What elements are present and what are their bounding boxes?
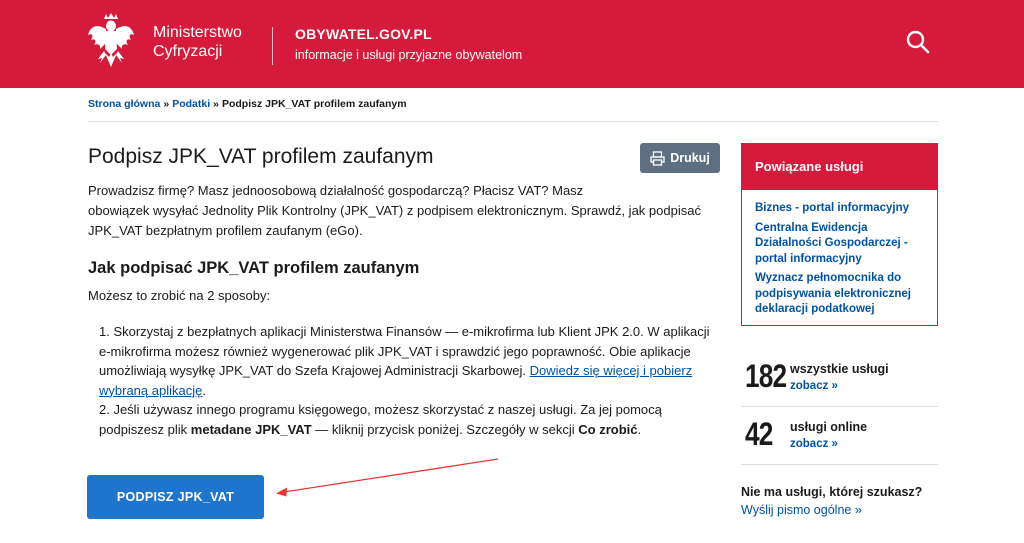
step-1 xyxy=(99,322,715,400)
site-header xyxy=(0,0,1024,88)
stat-see-more-link[interactable]: zobacz » xyxy=(790,438,838,450)
sign-jpk-vat-button[interactable]: PODPISZ JPK_VAT xyxy=(87,475,264,519)
intro-line: obowiązek wysyłać Jednolity Plik Kontrolny (JPK_VAT) z podpisem elektronicznym. Sprawdź, jak podpisać xyxy=(88,203,701,218)
breadcrumb-separator: » xyxy=(163,98,170,110)
stat-divider xyxy=(741,464,938,465)
step-2-mid: — kliknij przycisk poniżej. Szczegóły w sekcji xyxy=(311,421,579,437)
section-intro: Możesz to zrobić na 2 sposoby: xyxy=(88,288,271,303)
intro-paragraph xyxy=(88,181,728,241)
search-icon[interactable] xyxy=(905,29,931,55)
section-heading: Jak podpisać JPK_VAT profilem zaufanym xyxy=(88,259,420,277)
print-button-label: Drukuj xyxy=(670,151,710,165)
site-name-link[interactable]: OBYWATEL.GOV.PL xyxy=(295,26,432,42)
related-service-link[interactable]: Centralna Ewidencja Działalności Gospodarczej - portal informacyjny xyxy=(755,221,908,265)
related-services-title: Powiązane usługi xyxy=(742,144,937,190)
intro-line: Prowadzisz firmę? Masz jednoosobową działalność gospodarczą? Płacisz VAT? Masz xyxy=(88,183,584,198)
breadcrumb-divider xyxy=(88,121,938,122)
download-apps-link[interactable]: Dowiedz się więcej i pobierz wybraną aplikację xyxy=(99,363,693,398)
header-divider xyxy=(272,27,273,65)
stat-see-more-link[interactable]: zobacz » xyxy=(790,380,838,392)
step-1-end: . xyxy=(202,382,206,398)
step-2-text: 2. Jeśli używasz innego programu księgowego, możesz skorzystać z naszej usługi. Za jej pomocą podpiszesz plik xyxy=(99,402,662,437)
ministry-name[interactable] xyxy=(153,23,242,61)
ministry-name-line2: Cyfryzacji xyxy=(153,43,223,60)
print-button[interactable] xyxy=(640,143,720,173)
send-general-letter-link[interactable]: Wyślij pismo ogólne » xyxy=(741,503,862,517)
ministry-name-line1: Ministerstwo xyxy=(153,24,242,41)
step-2-bold2: Co zrobić xyxy=(578,421,638,437)
breadcrumb-section-link[interactable]: Podatki xyxy=(172,98,211,110)
missing-service-question: Nie ma usługi, której szukasz? xyxy=(741,485,923,499)
breadcrumb xyxy=(88,98,407,110)
breadcrumb-home-link[interactable]: Strona główna xyxy=(88,98,161,110)
stat-label: wszystkie usługi xyxy=(790,362,889,376)
step-2-end: . xyxy=(637,421,642,437)
stat-label: usługi online xyxy=(790,420,868,434)
breadcrumb-current: Podpisz JPK_VAT profilem zaufanym xyxy=(221,98,407,110)
step-2-bold: metadane JPK_VAT xyxy=(190,421,312,437)
site-tagline: informacje i usługi przyjazne obywatelom xyxy=(295,48,523,62)
stat-online-services xyxy=(741,416,938,468)
printer-icon xyxy=(650,151,665,166)
stat-number: 42 xyxy=(745,416,773,452)
related-services-panel xyxy=(741,143,938,326)
intro-line: JPK_VAT bezpłatnym profilem zaufanym (eGo). xyxy=(88,223,363,238)
stat-divider xyxy=(741,406,938,407)
related-service-link[interactable]: Biznes - portal informacyjny xyxy=(755,202,910,214)
stat-all-services xyxy=(741,358,938,410)
related-service-link[interactable]: Wyznacz pełnomocnika do podpisywania elektronicznej deklaracji podatkowej xyxy=(755,272,911,315)
polish-eagle-icon[interactable] xyxy=(86,13,136,73)
step-1-text: 1. Skorzystaj z bezpłatnych aplikacji Ministerstwa Finansów — e-mikrofirma lub Klient JPK 2.0. W aplikacji e-mikrofirma możesz również wygenerować plik JPK_VAT i sprawdzić jego poprawność. Obie aplikacje umożliwiają wysyłkę JPK_VAT do Szefa Krajowej Administracji Skarbowej. xyxy=(99,324,710,378)
page-title: Podpisz JPK_VAT profilem zaufanym xyxy=(88,145,434,168)
related-service-item xyxy=(755,221,930,268)
breadcrumb-separator: » xyxy=(213,98,219,110)
related-services-list xyxy=(755,201,930,322)
related-service-item xyxy=(755,201,930,217)
stat-number: 182 xyxy=(745,358,787,394)
step-2 xyxy=(99,400,715,439)
steps-list xyxy=(99,322,715,439)
related-service-item xyxy=(755,271,930,318)
